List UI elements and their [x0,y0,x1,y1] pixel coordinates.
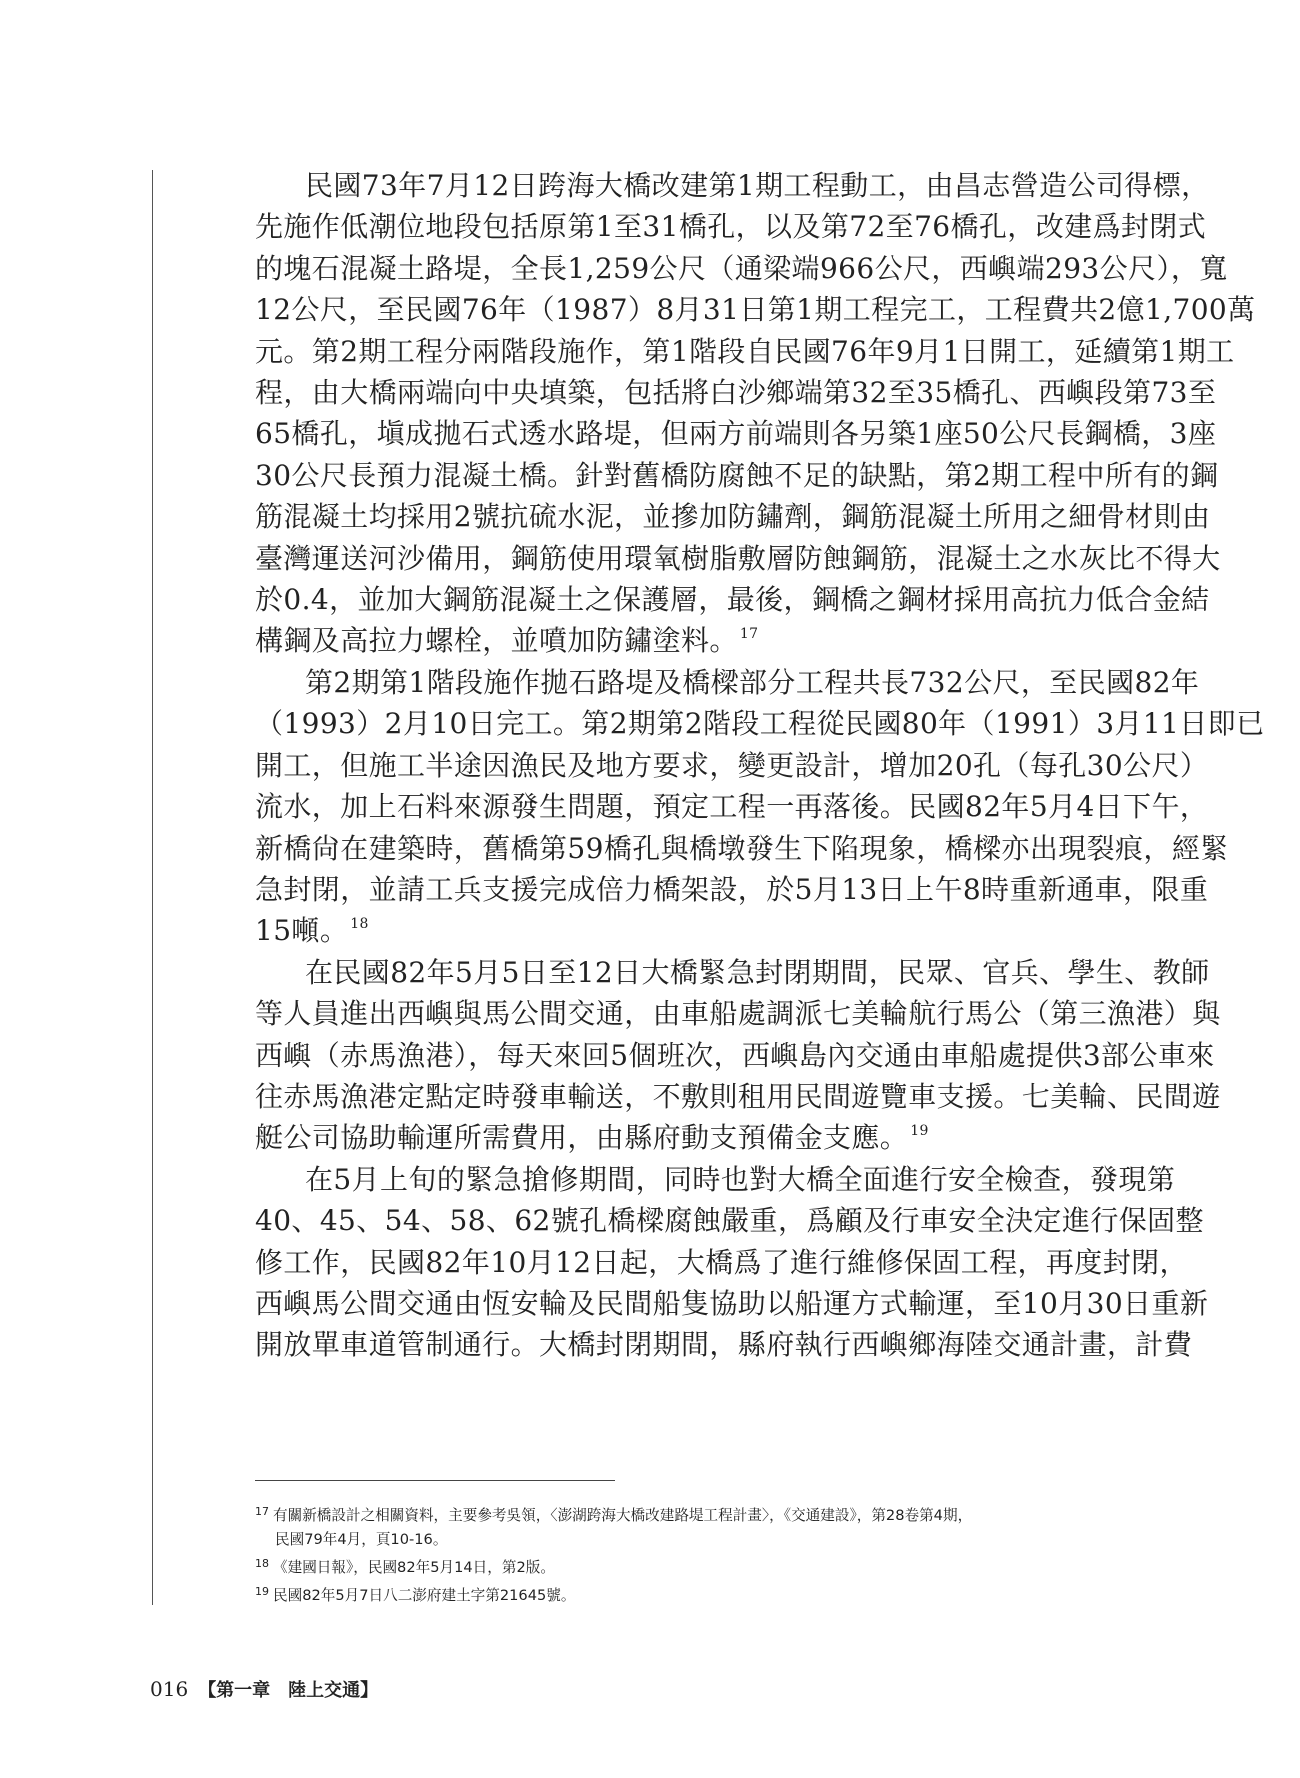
footnote-ref[interactable]: 18 [350,916,369,933]
text-line: 流水，加上石料來源發生問題，預定工程一再落後。民國82年5月4日下午， [255,790,1209,824]
footnote-text: 《建國日報》，民國82年5月14日，第2版。 [273,1559,555,1576]
footnote-number: 18 [255,1557,269,1570]
text-line: 30公尺長預力混凝土橋。針對舊橋防腐蝕不足的缺點，第2期工程中所有的鋼 [255,458,1219,492]
footnotes [255,1500,1135,1608]
text-line: 急封閉，並請工兵支援完成倍力橋架設，於5月13日上午8時重新通車，限重 [255,872,1209,906]
text-line: 開放單車道管制通行。大橋封閉期間，縣府執行西嶼鄉海陸交通計畫，計費 [255,1328,1193,1362]
footnote-number: 19 [255,1585,269,1598]
text-line: 12公尺，至民國76年（1987）8月31日第1期工程完工，工程費共2億1,700萬 [255,293,1256,327]
footnote-text-cont: 民國79年4月，頁10-16。 [275,1531,448,1548]
text-line: 程，由大橋兩端向中央填築，包括將白沙鄉端第32至35橋孔、西嶼段第73至 [255,376,1217,410]
chapter-title: 【第一章 陸上交通】 [198,1680,379,1701]
text-line: 65橋孔，塡成拋石式透水路堤，但兩方前端則各另築1座50公尺長鋼橋，3座 [255,417,1217,451]
body-text [255,165,1265,1366]
paragraph-3 [255,952,1221,1159]
footnote-18 [255,1552,1135,1580]
running-footer [150,1676,378,1702]
footnote-separator [255,1480,615,1481]
text-line: 在民國82年5月5日至12日大橋緊急封閉期間，民眾、官兵、學生、教師 [305,955,1210,989]
text-line [255,1117,1135,1158]
text-line: 臺灣運送河沙備用，鋼筋使用環氧樹脂敷層防蝕鋼筋，混凝土之水灰比不得大 [255,541,1221,575]
footnote-19 [255,1580,1135,1608]
paragraph-2 [255,662,1265,952]
text-line [255,910,1135,951]
text-line: 修工作，民國82年10月12日起，大橋爲了進行維修保固工程，再度封閉， [255,1245,1188,1279]
margin-rule [152,170,153,1605]
text-line: 40、45、54、58、62號孔橋樑腐蝕嚴重，爲顧及行車安全決定進行保固整 [255,1204,1204,1238]
text-line: 筋混凝土均採用2號抗硫水泥，並摻加防鏽劑，鋼筋混凝土所用之細骨材則由 [255,500,1211,534]
footnote-number: 17 [255,1505,269,1518]
text-line-content: 構鋼及高拉力螺栓，並噴加防鏽塗料。 [255,624,738,658]
text-line: 在5月上旬的緊急搶修期間，同時也對大橋全面進行安全檢查，發現第 [305,1162,1176,1196]
text-line: 開工，但施工半途因漁民及地方要求，變更設計，增加20孔（每孔30公尺） [255,748,1209,782]
paragraph-1 [255,165,1256,662]
text-line-content: 艇公司協助輸運所需費用，由縣府動支預備金支應。 [255,1121,909,1155]
footnote-text: 有關新橋設計之相關資料，主要參考吳領，〈澎湖跨海大橋改建路堤工程計畫〉，《交通建設》，第28卷第4期， [273,1507,973,1524]
text-line: 先施作低潮位地段包括原第1至31橋孔，以及第72至76橋孔，改建爲封閉式 [255,210,1207,244]
text-line: 新橋尙在建築時，舊橋第59橋孔與橋墩發生下陷現象，橋樑亦出現裂痕，經緊 [255,831,1229,865]
text-line: 往赤馬漁港定點定時發車輸送，不敷則租用民間遊覽車支援。七美輪、民間遊 [255,1079,1221,1113]
text-line-content: 15噸。 [255,914,349,948]
page-number: 016 [150,1677,189,1701]
text-line: 西嶼（赤馬漁港），每天來回5個班次，西嶼島內交通由車船處提供3部公車來 [255,1038,1215,1072]
text-line: 的塊石混凝土路堤，全長1,259公尺（通梁端966公尺，西嶼端293公尺），寬 [255,251,1228,285]
text-line [255,620,1135,661]
text-line: 元。第2期工程分兩階段施作，第1階段自民國76年9月1日開工，延續第1期工 [255,334,1235,368]
footnote-text: 民國82年5月7日八二澎府建土字第21645號。 [273,1587,576,1604]
footnote-17 [255,1500,1135,1552]
text-line: 民國73年7月12日跨海大橋改建第1期工程動工，由昌志營造公司得標， [305,169,1210,202]
text-line: 西嶼馬公間交通由恆安輪及民間船隻協助以船運方式輸運，至10月30日重新 [255,1286,1209,1320]
text-line: （1993）2月10日完工。第2期第2階段工程從民國80年（1991）3月11日即已 [255,707,1265,741]
text-line: 於0.4，並加大鋼筋混凝土之保護層，最後，鋼橋之鋼材採用高抗力低合金結 [255,583,1210,617]
text-line: 第2期第1階段施作拋石路堤及橋樑部分工程共長732公尺，至民國82年 [305,665,1200,699]
footnote-ref[interactable]: 19 [910,1123,929,1140]
footnote-ref[interactable]: 17 [739,626,759,643]
text-line: 等人員進出西嶼與馬公間交通，由車船處調派七美輪航行馬公（第三漁港）與 [255,997,1221,1031]
paragraph-4 [255,1159,1209,1366]
